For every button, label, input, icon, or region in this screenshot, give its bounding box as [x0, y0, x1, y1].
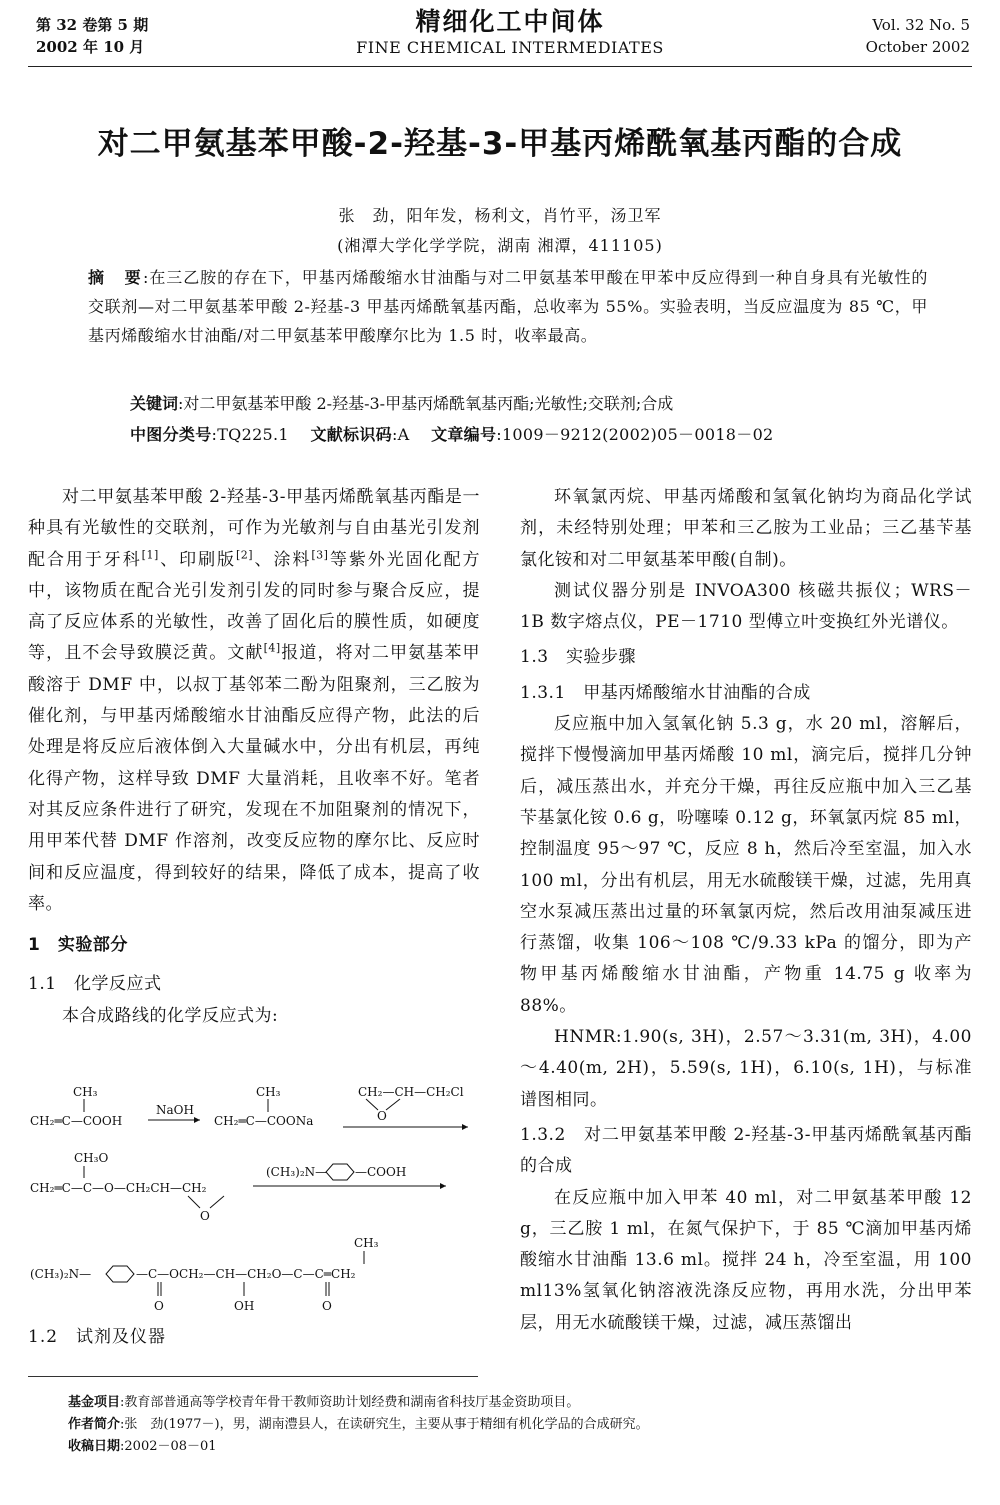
intro-text-2: 、印刷版 [158, 549, 236, 570]
abstract-text: :在三乙胺的存在下，甲基丙烯酸缩水甘油酯与对二甲氨基苯甲酸在甲苯中反应得到一种自身具有光敏性的交联剂—对二甲氨基苯甲酸 2-羟基-3 甲基丙烯酰氧基丙酯，总收率为 55%。实验表明，当反应温度为 85 ℃，甲基丙烯酸缩水甘油酯/对二甲氨基苯甲酸摩尔比为 1.5 时，收率最高。 [88, 268, 928, 345]
keywords-label: 关键词 [130, 394, 179, 413]
ref-4[interactable]: [4] [263, 641, 281, 655]
scheme-arrowhead-1 [194, 1117, 200, 1123]
scheme-product-ch3: CH₃ [354, 1236, 379, 1250]
scheme-product-o-1: O [154, 1299, 164, 1313]
gma-synthesis-paragraph: 反应瓶中加入氢氧化钠 5.3 g，水 20 ml，溶解后，搅拌下慢慢滴加甲基丙烯酸 10 ml，滴完后，搅拌几分钟后，减压蒸出水，并充分干燥，再往反应瓶中加入三乙基苄基氯化铵 0.6 g，吩噻嗪 0.12 g，环氧氯丙烷 85 ml，控制温度 95～97 ℃，反应 8 h，然后冷至室温，加入水 100 ml，分出有机层，用无水硫酸镁干燥，过滤，先用真空水泵减压蒸出过量的环氧氯丙烷，然后改用油泵减压进行蒸馏，收集 106～108 ℃/9.33 kPa 的馏分，即为产物甲基丙烯酸缩水甘油酯，产物重 14.75 g 收率为 88%。 [520, 714, 972, 1016]
issue-info-en [866, 14, 970, 58]
section-1-3-2-heading: 1.3.2 对二甲氨基苯甲酸 2-羟基-3-甲基丙烯酰氧基丙酯的合成 [520, 1124, 972, 1177]
scheme-epichlorohydrin: CH₂—CH—CH₂Cl [358, 1085, 464, 1099]
doc-code-label: 文献标识码 [310, 425, 392, 444]
footnote-funding [68, 1393, 968, 1413]
scheme-product-oh: OH [234, 1299, 255, 1313]
abstract [88, 263, 928, 350]
intro-text-3: 、涂料 [253, 549, 312, 570]
scheme-arrowhead-2 [462, 1124, 468, 1130]
instruments-paragraph: 测试仪器分别是 INVOA300 核磁共振仪；WRS－1B 数字熔点仪，PE－1710 型傅立叶变换红外光谱仪。 [520, 580, 972, 633]
journal-name [300, 6, 720, 58]
scheme-intro: 本合成路线的化学反应式为: [62, 1005, 279, 1026]
scheme-product-chain: —C—OCH₂—CH—CH₂O—C—C═CH₂ [136, 1267, 356, 1281]
intro-paragraph [28, 482, 480, 920]
section-1-3-1-heading: 1.3.1 甲基丙烯酸缩水甘油酯的合成 [520, 682, 811, 703]
scheme-arrowhead-3 [440, 1183, 446, 1189]
issue-info-cn [36, 14, 148, 58]
journal-name-en: FINE CHEMICAL INTERMEDIATES [356, 38, 664, 57]
reagents-paragraph: 环氧氯丙烷、甲基丙烯酸和氢氧化钠均为商品化学试剂，未经特别处理；甲苯和三乙胺为工业品；三乙基苄基氯化铵和对二甲氨基苯甲酸(自制)。 [520, 487, 972, 570]
date-en: October 2002 [865, 38, 970, 56]
author-bio-label: 作者简介 [68, 1417, 121, 1432]
ref-2[interactable]: [2] [236, 547, 254, 561]
doc-code-value: :A [391, 425, 410, 444]
scheme-bond [188, 1196, 200, 1208]
scheme-reagent-amine: (CH₃)₂N— [266, 1165, 328, 1179]
scheme-bond [210, 1196, 224, 1208]
paper-title: 对二甲氨基苯甲酸-2-羟基-3-甲基丙烯酰氧基丙酯的合成 [97, 126, 903, 162]
scheme-sodium-salt: CH₂═C—COONa [214, 1114, 314, 1128]
scheme-ch3-2: CH₃ [256, 1085, 281, 1099]
ref-3[interactable]: [3] [311, 547, 329, 561]
journal-name-cn: 精细化工中间体 [415, 7, 605, 36]
scheme-bond [386, 1099, 400, 1110]
intro-text-1: 对二甲氨基苯甲酸 2-羟基-3-甲基丙烯酰氧基丙酯是一种具有光敏性的交联剂，可作为光敏剂与自由基光引发剂配合用于牙科 [28, 487, 480, 570]
left-column [28, 482, 480, 1032]
scheme-ch3o: CH₃O [74, 1151, 109, 1165]
received-date: :2002－08－01 [120, 1439, 217, 1454]
keywords [130, 389, 930, 418]
date-cn: 2002 年 10 月 [36, 38, 145, 56]
benzene-ring-icon [326, 1164, 354, 1180]
classification-line [130, 420, 950, 449]
author-list: 张 劲，阳年发，杨利文，肖竹平，汤卫军 [338, 206, 662, 225]
scheme-ch3-1: CH₃ [73, 1085, 98, 1099]
clc-label: 中图分类号 [130, 425, 212, 444]
author-bio-text: :张 劲(1977－)，男，湖南澧县人，在读研究生，主要从事于精细有机化学品的合成研究。 [120, 1417, 649, 1432]
header-rule [28, 66, 972, 67]
keywords-text: :对二甲氨基苯甲酸 2-羟基-3-甲基丙烯酰氧基丙酯;光敏性;交联剂;合成 [178, 394, 674, 413]
affiliation: (湘潭大学化学学院，湖南 湘潭，411105) [337, 236, 663, 255]
right-column [520, 482, 972, 1339]
volume-cn: 第 32 卷第 5 期 [36, 16, 149, 34]
scheme-reagent-acid: —COOH [355, 1165, 407, 1179]
scheme-epoxide-o: O [377, 1109, 387, 1123]
benzene-ring-icon [106, 1266, 134, 1282]
volume-en: Vol. 32 No. 5 [872, 16, 970, 34]
clc-value: :TQ225.1 [211, 425, 289, 444]
scheme-gma: CH₂═C—C—O—CH₂CH—CH₂ [30, 1181, 207, 1195]
footnote-rule [28, 1376, 478, 1377]
hnmr-paragraph: HNMR:1.90(s, 3H)，2.57～3.31(m, 3H)，4.00～4.40(m, 2H)，5.59(s, 1H)，6.10(s, 1H)，与标准谱图相同。 [520, 1027, 972, 1110]
article-no-label: 文章编号 [431, 425, 497, 444]
article-no-value: :1009－9212(2002)05－0018－02 [496, 425, 774, 444]
reaction-scheme [28, 1082, 478, 1327]
scheme-methacrylic-acid: CH₂═C—COOH [30, 1114, 123, 1128]
footnote-author [68, 1415, 968, 1435]
scheme-naoh: NaOH [156, 1103, 194, 1117]
section-1-2-heading: 1.2 试剂及仪器 [28, 1327, 167, 1347]
abstract-label: 摘 要 [88, 268, 144, 287]
section-1-3-heading: 1.3 实验步骤 [520, 647, 637, 668]
intro-text-5: 报道，将对二甲氨基苯甲酸溶于 DMF 中，以叔丁基邻苯二酚为阻聚剂，三乙胺为催化剂，与甲基丙烯酸缩水甘油酯反应得产物，此法的后处理是将反应后液体倒入大量碱水中，分出有机层，再纯化得产物，这样导致 DMF 大量消耗，且收率不好。笔者对其反应条件进行了研究，发现在不加阻聚剂的情况下，用甲苯代替 DMF 作溶剂，改变反应物的摩尔比、反应时间和反应温度，得到较好的结果，降低了成本，提高了收率。 [28, 643, 481, 914]
funding-label: 基金项目 [68, 1395, 121, 1410]
scheme-gma-o: O [200, 1209, 210, 1223]
funding-text: :教育部普通高等学校青年骨干教师资助计划经费和湖南省科技厅基金资助项目。 [120, 1395, 580, 1410]
received-label: 收稿日期 [68, 1439, 121, 1454]
footnote-received [68, 1437, 968, 1457]
ref-1[interactable]: [1] [141, 547, 159, 561]
intro-text-4: 等紫外光固化配方中，该物质在配合光引发剂引发的同时参与聚合反应，提高了反应体系的光敏性，改善了固化后的膜性质，如硬度等，且不会导致膜泛黄。文献 [28, 549, 481, 664]
product-synthesis-paragraph: 在反应瓶中加入甲苯 40 ml，对二甲氨基苯甲酸 12 g，三乙胺 1 ml，在氮气保护下，于 85 ℃滴加甲基丙烯酸缩水甘油酯 13.6 ml。搅拌 24 h，冷至室温，用 100 ml13%氢氧化钠溶液洗涤反应物，再用水洗，分出甲苯层，用无水硫酸镁干燥，过滤，减压蒸馏出 [520, 1187, 972, 1333]
scheme-product-o-2: O [322, 1299, 332, 1313]
scheme-product-amine: (CH₃)₂N— [30, 1267, 92, 1281]
section-1-1-heading: 1.1 化学反应式 [28, 974, 162, 995]
section-1-heading: 1 实验部分 [28, 935, 128, 956]
